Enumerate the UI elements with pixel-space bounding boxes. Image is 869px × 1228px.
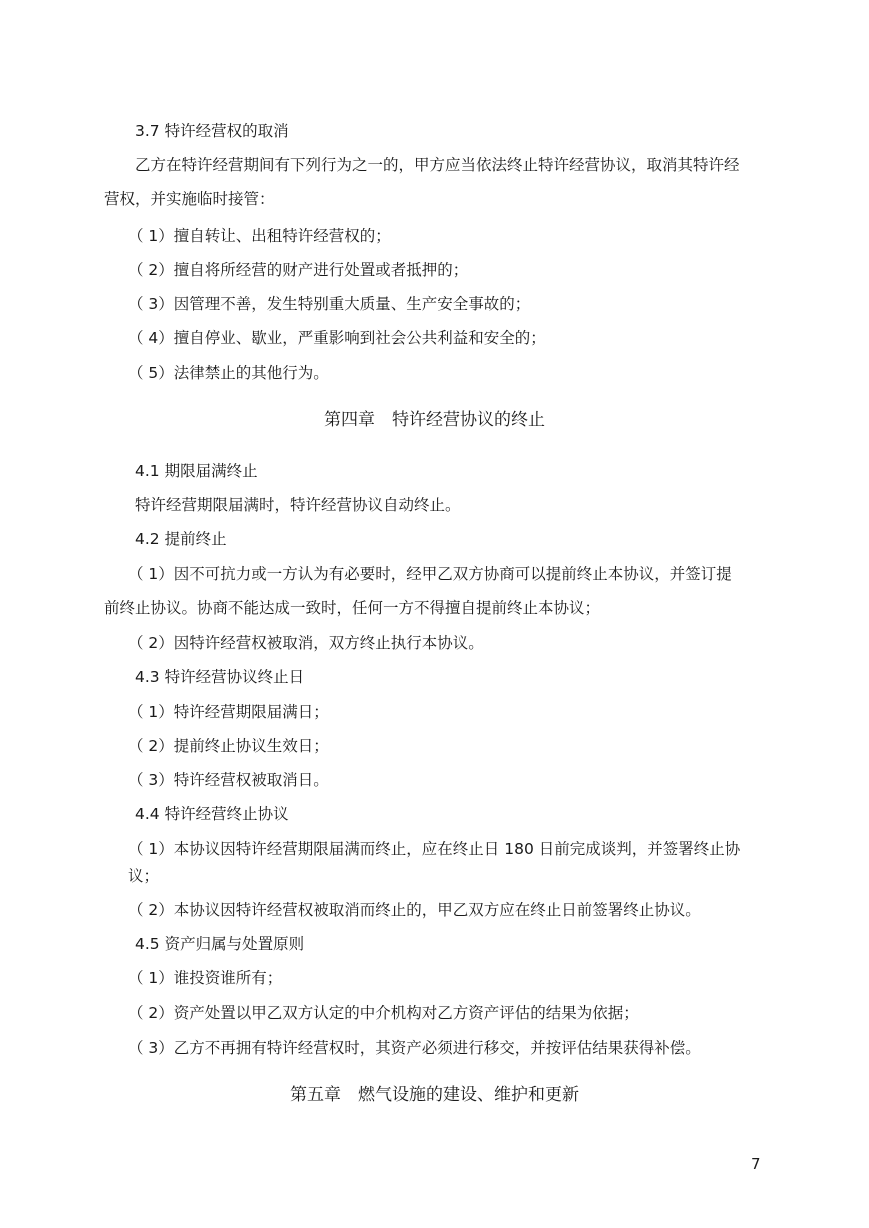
list-item: （ 1）擅自转让、出租特许经营权的； xyxy=(128,227,391,245)
section-heading-4-4: 4.4 特许经营终止协议 xyxy=(135,805,289,823)
list-item: （ 3）因管理不善，发生特别重大质量、生产安全事故的； xyxy=(128,295,531,313)
list-item: （ 2）本协议因特许经营权被取消而终止的，甲乙双方应在终止日前签署终止协议。 xyxy=(128,901,701,919)
section-heading-4-3: 4.3 特许经营协议终止日 xyxy=(135,668,305,686)
list-item: （ 3）特许经营权被取消日。 xyxy=(128,771,329,789)
list-item: （ 1）因不可抗力或一方认为有必要时，经甲乙双方协商可以提前终止本协议，并签订提 xyxy=(128,565,732,583)
section-heading-3-7: 3.7 特许经营权的取消 xyxy=(135,122,289,140)
paragraph-line: 乙方在特许经营期间有下列行为之一的，甲方应当依法终止特许经营协议，取消其特许经 xyxy=(135,156,740,174)
list-item: （ 2）资产处置以甲乙双方认定的中介机构对乙方资产评估的结果为依据； xyxy=(128,1004,639,1022)
paragraph-line: 营权，并实施临时接管： xyxy=(104,190,275,208)
paragraph-line: 特许经营期限届满时，特许经营协议自动终止。 xyxy=(135,496,461,514)
section-heading-4-2: 4.2 提前终止 xyxy=(135,530,227,548)
page-number: 7 xyxy=(751,1155,761,1173)
list-item-continuation: 前终止协议。协商不能达成一致时，任何一方不得擅自提前终止本协议； xyxy=(104,599,601,617)
list-item: （ 1）本协议因特许经营期限届满而终止，应在终止日 180 日前完成谈判，并签署终止协 xyxy=(128,840,741,858)
chapter-title-4: 第四章 特许经营协议的终止 xyxy=(324,410,545,430)
list-item: （ 3）乙方不再拥有特许经营权时，其资产必须进行移交，并按评估结果获得补偿。 xyxy=(128,1039,701,1057)
list-item: （ 5）法律禁止的其他行为。 xyxy=(128,364,329,382)
list-item: （ 2）擅自将所经营的财产进行处置或者抵押的； xyxy=(128,261,469,279)
list-item-continuation: 议； xyxy=(128,867,160,885)
list-item: （ 1）特许经营期限届满日； xyxy=(128,703,329,721)
section-heading-4-5: 4.5 资产归属与处置原则 xyxy=(135,935,305,953)
list-item: （ 2）提前终止协议生效日； xyxy=(128,737,329,755)
list-item: （ 1）谁投资谁所有； xyxy=(128,969,283,987)
chapter-title-5: 第五章 燃气设施的建设、维护和更新 xyxy=(290,1085,579,1105)
list-item: （ 2）因特许经营权被取消，双方终止执行本协议。 xyxy=(128,634,484,652)
list-item: （ 4）擅自停业、歇业，严重影响到社会公共利益和安全的； xyxy=(128,329,546,347)
section-heading-4-1: 4.1 期限届满终止 xyxy=(135,462,258,480)
